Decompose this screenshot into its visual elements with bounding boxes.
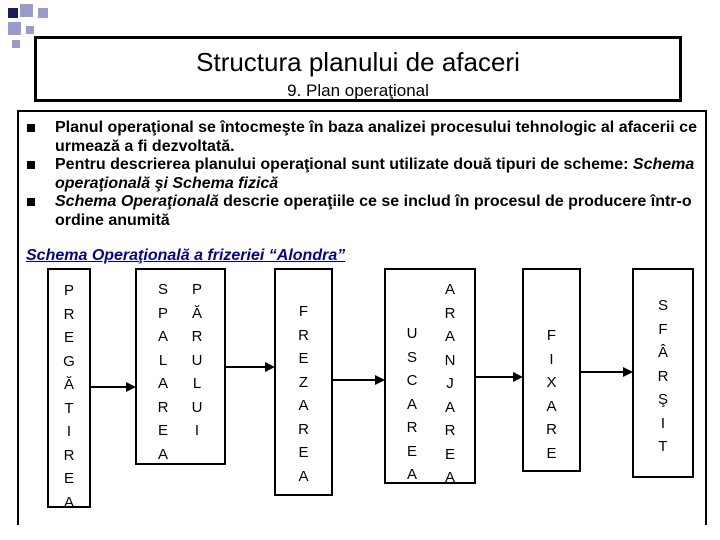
- letters-uscarea: [397, 322, 427, 487]
- letter: Z: [298, 373, 309, 391]
- letters-spalarea: [148, 278, 178, 466]
- letter: I: [66, 423, 72, 440]
- corner-square-light-4: [26, 26, 34, 34]
- letters-pregatirea: [48, 279, 90, 514]
- letter: E: [546, 444, 557, 462]
- square-bullet-icon: [27, 161, 35, 169]
- letters-aranjarea: [435, 278, 465, 490]
- letter: J: [446, 375, 454, 392]
- letters-parului: [182, 278, 212, 443]
- letter: A: [546, 397, 557, 415]
- letter: I: [660, 414, 666, 432]
- bullet-italic-text: Schema operaţională şi Schema fizică: [55, 156, 695, 192]
- letter: A: [406, 395, 417, 413]
- corner-square-dark-1: [8, 8, 18, 18]
- letter: U: [406, 325, 418, 342]
- letter: I: [194, 422, 200, 439]
- letter: A: [444, 281, 455, 298]
- letter: F: [546, 327, 557, 344]
- letter: A: [63, 493, 74, 511]
- bullet-list: [27, 119, 707, 230]
- bullet-text: Pentru descrierea planului operaţional sunt utilizate două tipuri de scheme:: [55, 156, 629, 173]
- letter: I: [549, 350, 554, 368]
- letter: R: [157, 398, 169, 416]
- letter: S: [406, 348, 417, 366]
- slide-subtitle: 9. Plan operaţional: [287, 81, 429, 100]
- letter: E: [63, 329, 74, 346]
- letters-fixarea: [523, 324, 580, 465]
- square-bullet-icon: [27, 198, 35, 206]
- letter: L: [158, 351, 168, 369]
- bullet-item: [27, 119, 707, 156]
- letter: T: [64, 399, 74, 417]
- letter: N: [444, 351, 456, 369]
- letter: Â: [657, 344, 668, 361]
- corner-square-light-2: [38, 8, 48, 18]
- slide-title: Structura planului de afaceri: [196, 47, 520, 77]
- letter: E: [298, 350, 309, 367]
- letters-sfarsit: [633, 294, 693, 459]
- letter: Ş: [657, 391, 668, 408]
- bullet-italic-text: Schema Operaţională: [55, 193, 219, 210]
- letter: U: [191, 351, 203, 369]
- letter: F: [658, 320, 668, 338]
- letter: S: [657, 297, 668, 314]
- letters-frezarea: [275, 300, 332, 488]
- letter: C: [406, 372, 418, 389]
- letter: A: [298, 467, 309, 485]
- letter: A: [157, 328, 168, 345]
- letter: A: [157, 375, 168, 392]
- bullet-item: [27, 156, 707, 193]
- letter: R: [406, 419, 418, 436]
- corner-square-light-3: [8, 22, 21, 35]
- letter: E: [444, 445, 455, 463]
- letter: F: [298, 303, 309, 320]
- letter: Ă: [63, 376, 74, 393]
- bullet-item: [27, 193, 707, 230]
- letter: G: [63, 352, 75, 370]
- letter: R: [444, 304, 456, 322]
- bullet-text: descrie operaţiile ce se includ în procesul de producere într-o ordine anumită: [55, 193, 692, 229]
- letter: A: [444, 398, 455, 416]
- letter: E: [298, 444, 309, 461]
- letter: A: [444, 328, 455, 345]
- letter: E: [63, 470, 74, 487]
- letter: A: [444, 469, 455, 486]
- letter: A: [298, 397, 309, 414]
- letter: E: [406, 442, 417, 460]
- letter: X: [546, 374, 557, 391]
- letter: L: [192, 375, 202, 392]
- letter: R: [63, 446, 75, 464]
- letter: A: [406, 466, 417, 483]
- corner-square-light-5: [12, 40, 20, 48]
- letter: R: [298, 326, 309, 344]
- title-box: [34, 36, 682, 102]
- letter: R: [444, 422, 456, 439]
- letter: R: [546, 421, 557, 438]
- letter: A: [157, 445, 168, 463]
- letter: R: [191, 328, 203, 345]
- letter: P: [63, 282, 74, 299]
- letter: P: [157, 304, 168, 322]
- letter: R: [657, 367, 669, 385]
- letter: R: [63, 305, 75, 323]
- letter: R: [298, 420, 309, 438]
- letter: T: [658, 438, 668, 455]
- corner-square-light-1: [20, 4, 33, 17]
- letter: E: [157, 422, 168, 439]
- letter: S: [157, 281, 168, 298]
- letter: Ă: [191, 304, 202, 322]
- square-bullet-icon: [27, 124, 35, 132]
- bullet-text: Planul operaţional se întocmeşte în baza analizei procesului tehnologic al afacerii ce urmează a fi dezvoltată.: [55, 119, 697, 155]
- schema-title: Schema Operaţională a frizeriei “Alondra”: [26, 247, 346, 264]
- letter: P: [191, 281, 202, 298]
- letter: U: [191, 398, 203, 416]
